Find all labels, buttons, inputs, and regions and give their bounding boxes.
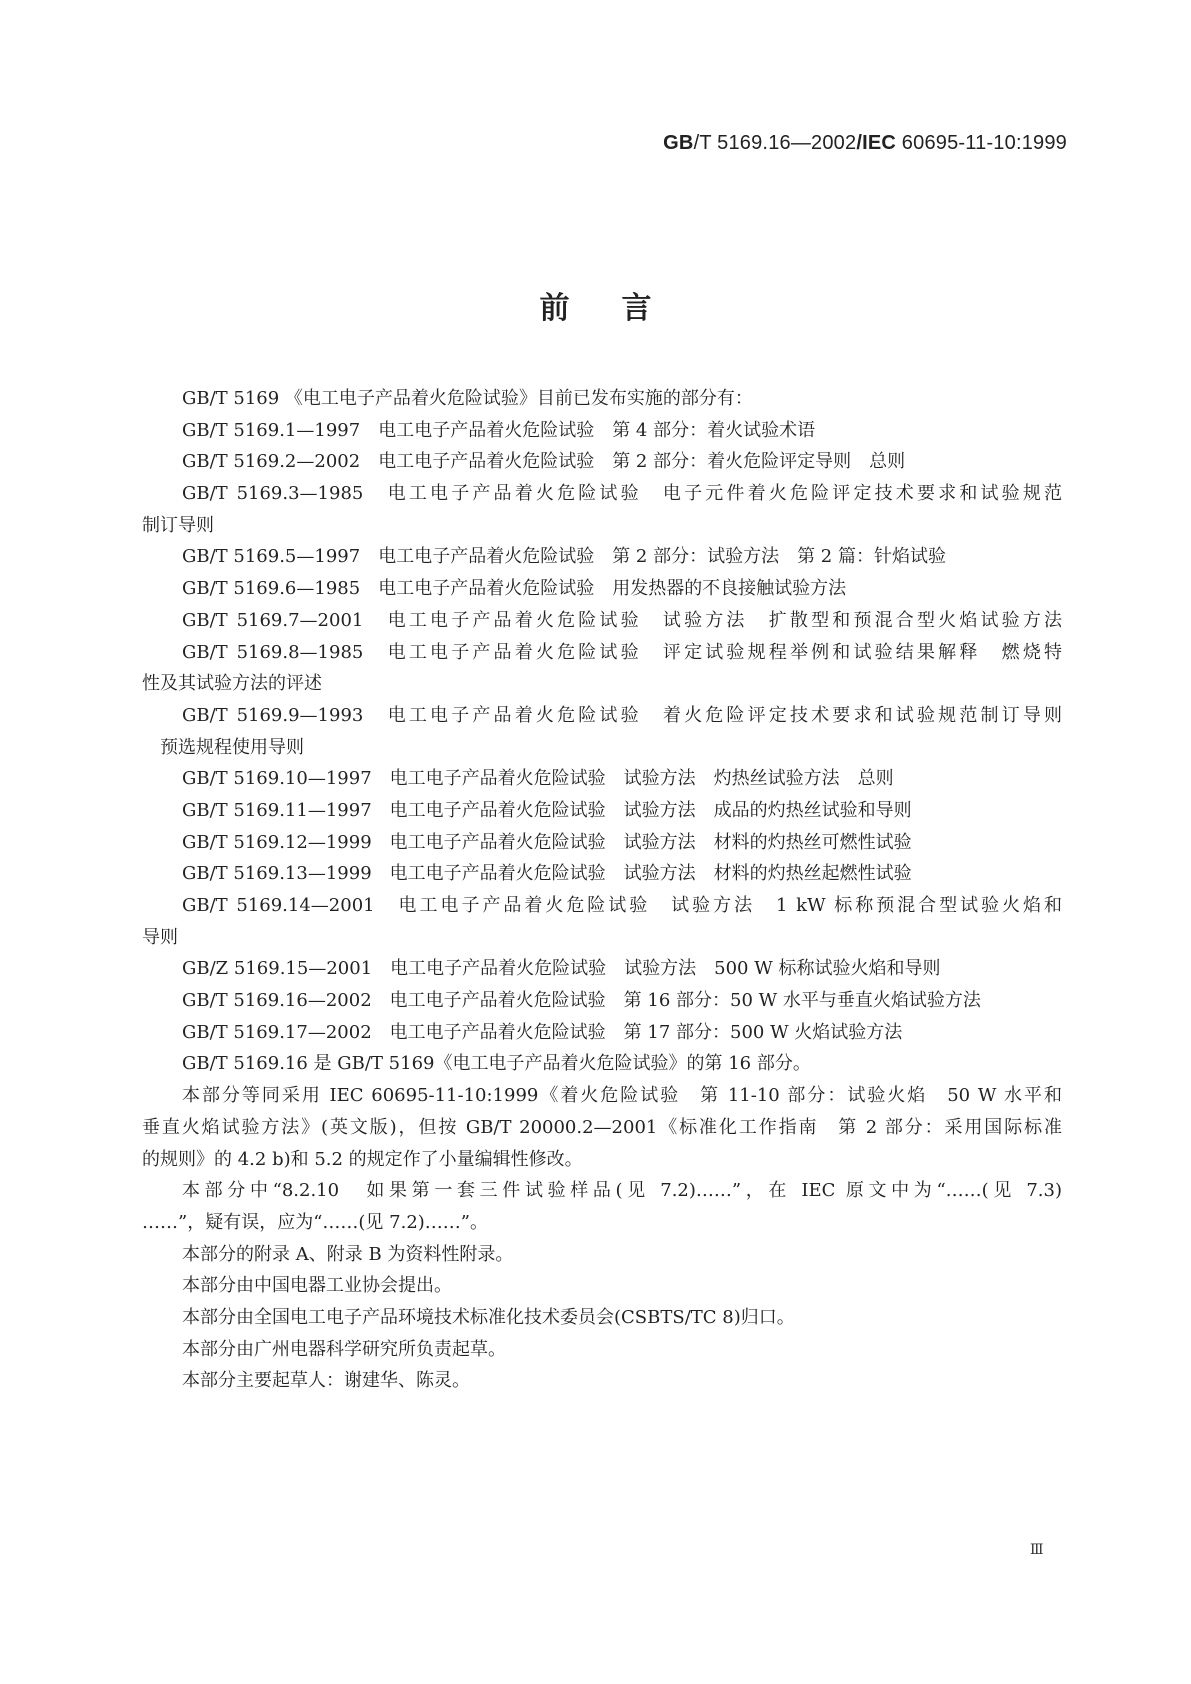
text-line: 本部分由中国电器工业协会提出。 xyxy=(182,1275,452,1297)
header-iec-code: 60695-11-10:1999 xyxy=(896,132,1067,154)
text-line: GB/T 5169.5—1997 电工电子产品着火危险试验 第 2 部分：试验方法 第 2 篇：针焰试验 xyxy=(182,546,946,568)
header-iec: IEC xyxy=(862,132,897,154)
text-line: GB/T 5169.10—1997 电工电子产品着火危险试验 试验方法 灼热丝试验方法 总则 xyxy=(182,768,894,790)
header-slash: / xyxy=(693,132,700,154)
text-line: GB/T 5169.16 是 GB/T 5169《电工电子产品着火危险试验》的第 16 部分。 xyxy=(182,1053,811,1075)
header-code: T 5169.16—2002 xyxy=(699,132,857,154)
text-line: GB/T 5169.17—2002 电工电子产品着火危险试验 第 17 部分：500 W 火焰试验方法 xyxy=(182,1021,903,1043)
text-line: GB/T 5169.2—2002 电工电子产品着火危险试验 第 2 部分：着火危险评定导则 总则 xyxy=(182,451,906,473)
standard-header xyxy=(663,132,1067,155)
text-line: GB/T 5169.13—1999 电工电子产品着火危险试验 试验方法 材料的灼热丝起燃性试验 xyxy=(182,863,912,885)
text-line: 垂直火焰试验方法》(英文版)，但按 GB/T 20000.2—2001《标准化工作指南 第 2 部分：采用国际标准 xyxy=(142,1116,1062,1138)
text-line: 本部分主要起草人：谢建华、陈灵。 xyxy=(182,1370,470,1392)
text-line: GB/T 5169.12—1999 电工电子产品着火危险试验 试验方法 材料的灼热丝可燃性试验 xyxy=(182,831,912,853)
text-line: GB/T 5169.3—1985 电工电子产品着火危险试验 电子元件着火危险评定技术要求和试验规范 xyxy=(182,483,1062,505)
preface-body xyxy=(142,383,1062,1397)
text-line: GB/T 5169.8—1985 电工电子产品着火危险试验 评定试验规程举例和试验结果解释 燃烧特 xyxy=(182,641,1062,663)
text-line: 预选规程使用导则 xyxy=(160,736,304,758)
header-prefix: GB xyxy=(663,132,694,154)
text-line: 本部分由全国电工电子产品环境技术标准化技术委员会(CSBTS/TC 8)归口。 xyxy=(182,1306,795,1328)
text-line: 本部分中“8.2.10 如果第一套三件试验样品(见 7.2)……”，在 IEC 原文中为“……(见 7.3) xyxy=(182,1180,1062,1202)
text-line: GB/Z 5169.15—2001 电工电子产品着火危险试验 试验方法 500 W 标称试验火焰和导则 xyxy=(182,958,941,980)
text-line: GB/T 5169.6—1985 电工电子产品着火危险试验 用发热器的不良接触试验方法 xyxy=(182,578,847,600)
text-line: 本部分由广州电器科学研究所负责起草。 xyxy=(182,1338,506,1360)
text-line: GB/T 5169.16—2002 电工电子产品着火危险试验 第 16 部分：50 W 水平与垂直火焰试验方法 xyxy=(182,990,981,1012)
text-line: GB/T 5169 《电工电子产品着火危险试验》目前已发布实施的部分有： xyxy=(182,388,753,409)
text-line: 导则 xyxy=(142,926,178,948)
text-line: 本部分的附录 A、附录 B 为资料性附录。 xyxy=(182,1243,514,1265)
page-title: 前言 xyxy=(539,291,704,326)
text-line: GB/T 5169.1—1997 电工电子产品着火危险试验 第 4 部分：着火试验术语 xyxy=(182,419,816,441)
text-line: GB/T 5169.7—2001 电工电子产品着火危险试验 试验方法 扩散型和预混合型火焰试验方法 xyxy=(182,609,1062,631)
text-line: 的规则》的 4.2 b)和 5.2 的规定作了小量编辑性修改。 xyxy=(142,1148,583,1170)
header-slash-2: / xyxy=(856,132,863,154)
text-line: GB/T 5169.14—2001 电工电子产品着火危险试验 试验方法 1 kW 标称预混合型试验火焰和 xyxy=(182,895,1062,916)
page-number: Ⅲ xyxy=(1030,1542,1044,1558)
text-line: 制订导则 xyxy=(142,514,214,536)
text-line: ……”，疑有误，应为“……(见 7.2)……”。 xyxy=(142,1211,488,1233)
text-line: GB/T 5169.9—1993 电工电子产品着火危险试验 着火危险评定技术要求和试验规范制订导则 xyxy=(182,704,1062,726)
text-line: GB/T 5169.11—1997 电工电子产品着火危险试验 试验方法 成品的灼热丝试验和导则 xyxy=(182,799,912,821)
text-line: 性及其试验方法的评述 xyxy=(142,673,322,695)
text-line: 本部分等同采用 IEC 60695-11-10:1999《着火危险试验 第 11-10 部分：试验火焰 50 W 水平和 xyxy=(182,1085,1062,1107)
